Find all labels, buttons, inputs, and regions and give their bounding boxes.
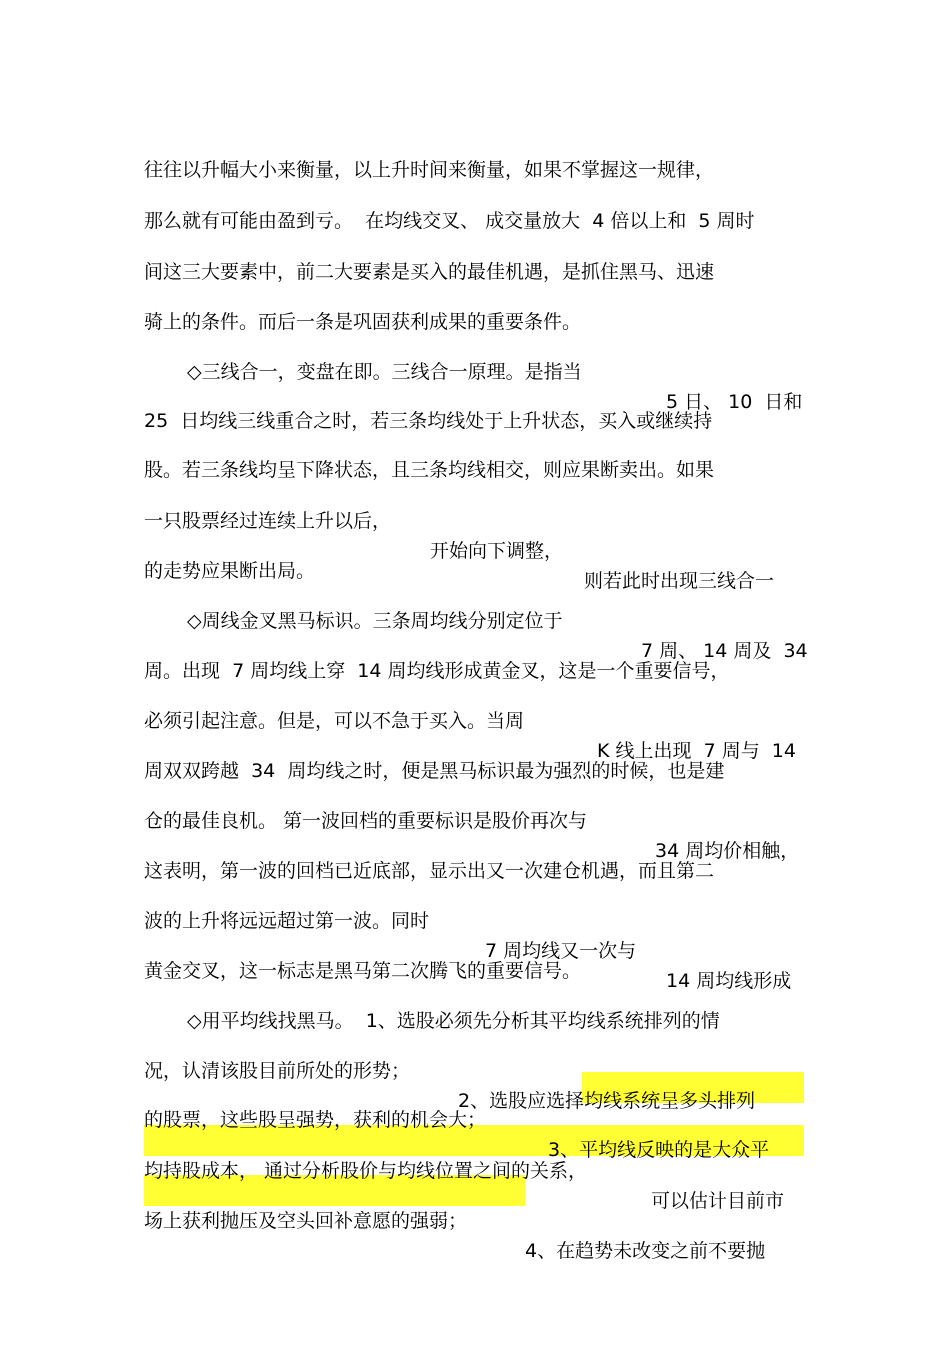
text-segment: 3、平均线反映的是大众平 — [548, 1139, 770, 1161]
text-segment: K 线上出现 7 周与 14 — [597, 740, 796, 762]
text-line — [0, 676, 796, 762]
text-line — [0, 176, 755, 232]
text-line — [0, 826, 715, 882]
text-segment: 的股票，这些股呈强势，获利的机会大； — [144, 1109, 487, 1131]
text-segment: 的走势应果断出局。 — [144, 560, 316, 582]
text-line — [0, 327, 803, 413]
text-segment: 7 周、 14 周及 34 — [641, 640, 808, 662]
text-segment: 周双双跨越 34 周均线之时，便是黑马标识最为强烈的时候，也是建 — [144, 760, 725, 782]
text-segment: 骑上的条件。而后一条是巩固获利成果的重要条件。 — [144, 311, 582, 333]
text-segment: 波的上升将远远超过第一波。同时 — [144, 910, 430, 932]
text-segment: 股。若三条线均呈下降状态，且三条均线相交，则应果断卖出。如果 — [144, 459, 715, 481]
text-segment: 均持股成本， 通过分析股价与均线位置之间的关系， — [144, 1160, 588, 1182]
text-segment: ◇用平均线找黑马。 1、选股必须先分析其平均线系统排列的情 — [187, 1010, 720, 1032]
text-segment: 间这三大要素中，前二大要素是买入的最佳机遇，是抓住黑马、迅速 — [144, 261, 715, 283]
text-segment: 34 周均价相触， — [655, 840, 800, 862]
text-segment: ◇三线合一，变盘在即。三线合一原理。是指当 — [187, 361, 582, 383]
text-segment: 那么就有可能由盈到亏。 在均线交叉、 成交量放大 4 倍以上和 5 周时 — [144, 210, 755, 232]
text-segment: 场上获利抛压及空头回补意愿的强弱； — [144, 1210, 468, 1232]
text-line — [0, 526, 316, 582]
text-segment: 必须引起注意。但是，可以不急于买入。当周 — [144, 710, 525, 732]
text-segment: 5 日、 10 日和 — [666, 391, 803, 413]
text-segment: 4、在趋势未改变之前不要抛 — [525, 1240, 766, 1262]
text-segment: 一只股票经过连续上升以后， — [144, 510, 392, 532]
text-segment: 2、选股应选择均线系统呈多头排列 — [458, 1090, 756, 1112]
text-line — [0, 425, 715, 481]
text-line — [0, 976, 720, 1032]
text-segment: 往往以升幅大小来衡量，以上升时间来衡量，如果不掌握这一规律， — [144, 159, 715, 181]
text-segment: 开始向下调整， — [430, 540, 564, 562]
text-line — [0, 125, 715, 181]
text-segment: 则若此时出现三线合一 — [584, 570, 775, 592]
text-segment: ◇周线金叉黑马标识。三条周均线分别定位于 — [187, 610, 563, 632]
text-segment: 黄金交叉，这一标志是黑马第二次腾飞的重要信号。 — [144, 960, 582, 982]
text-segment: 25 日均线三线重合之时，若三条均线处于上升状态，买入或继续持 — [144, 410, 713, 432]
text-segment: 周。出现 7 周均线上穿 14 周均线形成黄金叉，这是一个重要信号， — [144, 660, 730, 682]
text-segment: 14 周均线形成 — [666, 970, 792, 992]
text-segment: 况，认清该股目前所处的形势； — [144, 1060, 411, 1082]
text-line — [0, 1026, 756, 1112]
text-line — [0, 776, 800, 862]
text-line — [0, 227, 715, 283]
text-segment: 仓的最佳良机。 第一波回档的重要标识是股价再次与 — [144, 810, 588, 832]
text-segment: 这表明，第一波的回档已近底部，显示出又一次建仓机遇，而且第二 — [144, 860, 715, 882]
text-segment: 7 周均线又一次与 — [485, 940, 637, 962]
text-line — [0, 376, 713, 432]
text-line — [0, 277, 582, 333]
text-segment: 可以估计目前市 — [651, 1190, 785, 1212]
